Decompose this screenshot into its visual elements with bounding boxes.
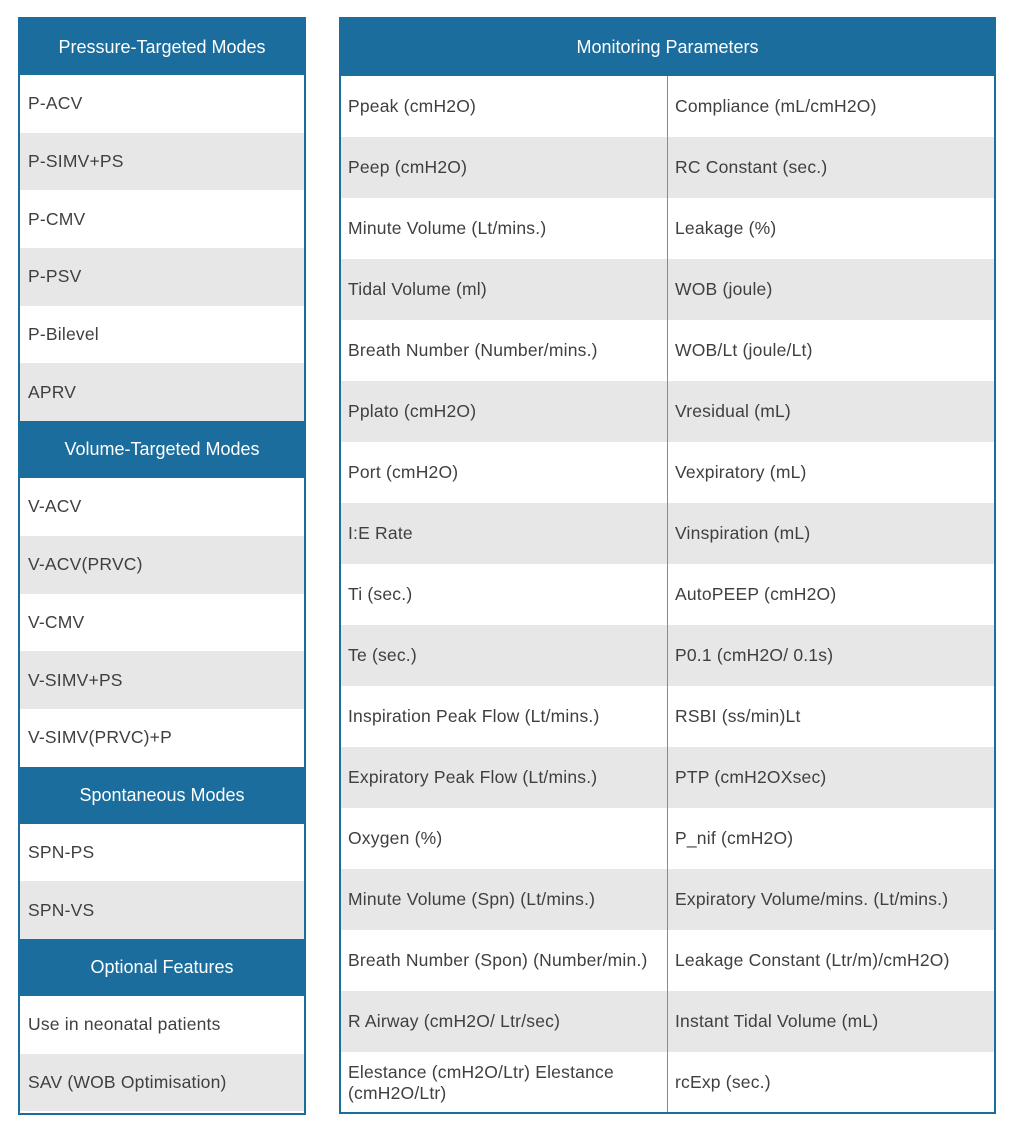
mode-row: P-Bilevel [20, 306, 304, 364]
parameter-row [341, 686, 994, 747]
parameter-cell: Pplato (cmH2O) [341, 381, 668, 442]
parameter-cell: Expiratory Peak Flow (Lt/mins.) [341, 747, 668, 808]
parameter-cell: Vinspiration (mL) [675, 523, 811, 543]
parameter-cell: Compliance (mL/cmH2O) [675, 96, 877, 116]
parameter-cell: Vresidual (mL) [675, 401, 791, 421]
parameter-row [341, 259, 994, 320]
parameter-cell: Minute Volume (Spn) (Lt/mins.) [341, 869, 668, 930]
parameter-cell: AutoPEEP (cmH2O) [675, 584, 837, 604]
monitoring-parameters-body [341, 76, 994, 1113]
parameter-row [341, 869, 994, 930]
parameter-cell: Vexpiratory (mL) [675, 462, 807, 482]
ventilation-modes-table [18, 17, 306, 1115]
mode-row: V-SIMV+PS [20, 651, 304, 709]
parameter-cell: Ti (sec.) [341, 564, 668, 625]
parameter-cell: P_nif (cmH2O) [675, 828, 794, 848]
mode-row: P-ACV [20, 75, 304, 133]
parameter-row [341, 808, 994, 869]
parameter-row [341, 564, 994, 625]
parameter-cell: Inspiration Peak Flow (Lt/mins.) [341, 686, 668, 747]
parameter-cell: Leakage Constant (Ltr/m)/cmH2O) [675, 950, 950, 970]
parameter-cell: I:E Rate [341, 503, 668, 564]
parameter-cell: R Airway (cmH2O/ Ltr/sec) [341, 991, 668, 1052]
parameter-cell: WOB/Lt (joule/Lt) [675, 340, 813, 360]
parameter-row [341, 320, 994, 381]
parameter-cell: P0.1 (cmH2O/ 0.1s) [675, 645, 834, 665]
parameter-row [341, 747, 994, 808]
parameter-row [341, 137, 994, 198]
mode-row: Use in neonatal patients [20, 996, 304, 1054]
section-header: Volume-Targeted Modes [20, 421, 304, 478]
parameter-cell: Minute Volume (Lt/mins.) [341, 198, 668, 259]
mode-row: P-CMV [20, 190, 304, 248]
monitoring-parameters-table [339, 17, 996, 1114]
mode-row: V-ACV [20, 478, 304, 536]
mode-row: V-SIMV(PRVC)+P [20, 709, 304, 767]
section-header: Pressure-Targeted Modes [20, 19, 304, 75]
mode-row: SAV (WOB Optimisation) [20, 1054, 304, 1112]
parameter-cell: RSBI (ss/min)Lt [675, 706, 801, 726]
parameter-row [341, 625, 994, 686]
parameter-row [341, 503, 994, 564]
section-header: Spontaneous Modes [20, 767, 304, 824]
parameter-cell: PTP (cmH2OXsec) [675, 767, 827, 787]
parameter-cell: RC Constant (sec.) [675, 157, 828, 177]
mode-row: V-ACV(PRVC) [20, 536, 304, 594]
mode-row: V-CMV [20, 594, 304, 652]
parameter-row [341, 991, 994, 1052]
parameter-row [341, 198, 994, 259]
parameter-row [341, 1052, 994, 1113]
section-header: Optional Features [20, 939, 304, 996]
parameter-row [341, 930, 994, 991]
parameter-cell: Peep (cmH2O) [341, 137, 668, 198]
monitoring-parameters-header: Monitoring Parameters [341, 19, 994, 76]
parameter-cell: Breath Number (Spon) (Number/min.) [341, 930, 668, 991]
parameter-cell: Instant Tidal Volume (mL) [675, 1011, 879, 1031]
parameter-cell: Leakage (%) [675, 218, 777, 238]
parameter-cell: Elestance (cmH2O/Ltr) Elestance (cmH2O/Ltr) [341, 1052, 668, 1113]
mode-row: SPN-VS [20, 881, 304, 939]
parameter-cell: Ppeak (cmH2O) [341, 76, 668, 137]
parameter-row [341, 76, 994, 137]
parameter-cell: Oxygen (%) [341, 808, 668, 869]
mode-row: P-PSV [20, 248, 304, 306]
parameter-row [341, 442, 994, 503]
parameter-cell: Port (cmH2O) [341, 442, 668, 503]
mode-row: APRV [20, 363, 304, 421]
parameter-row [341, 381, 994, 442]
mode-row: SPN-PS [20, 824, 304, 882]
parameter-cell: Breath Number (Number/mins.) [341, 320, 668, 381]
parameter-cell: Expiratory Volume/mins. (Lt/mins.) [675, 889, 949, 909]
mode-row: P-SIMV+PS [20, 133, 304, 191]
parameter-cell: Tidal Volume (ml) [341, 259, 668, 320]
parameter-cell: rcExp (sec.) [675, 1072, 771, 1092]
parameter-cell: Te (sec.) [341, 625, 668, 686]
parameter-cell: WOB (joule) [675, 279, 773, 299]
